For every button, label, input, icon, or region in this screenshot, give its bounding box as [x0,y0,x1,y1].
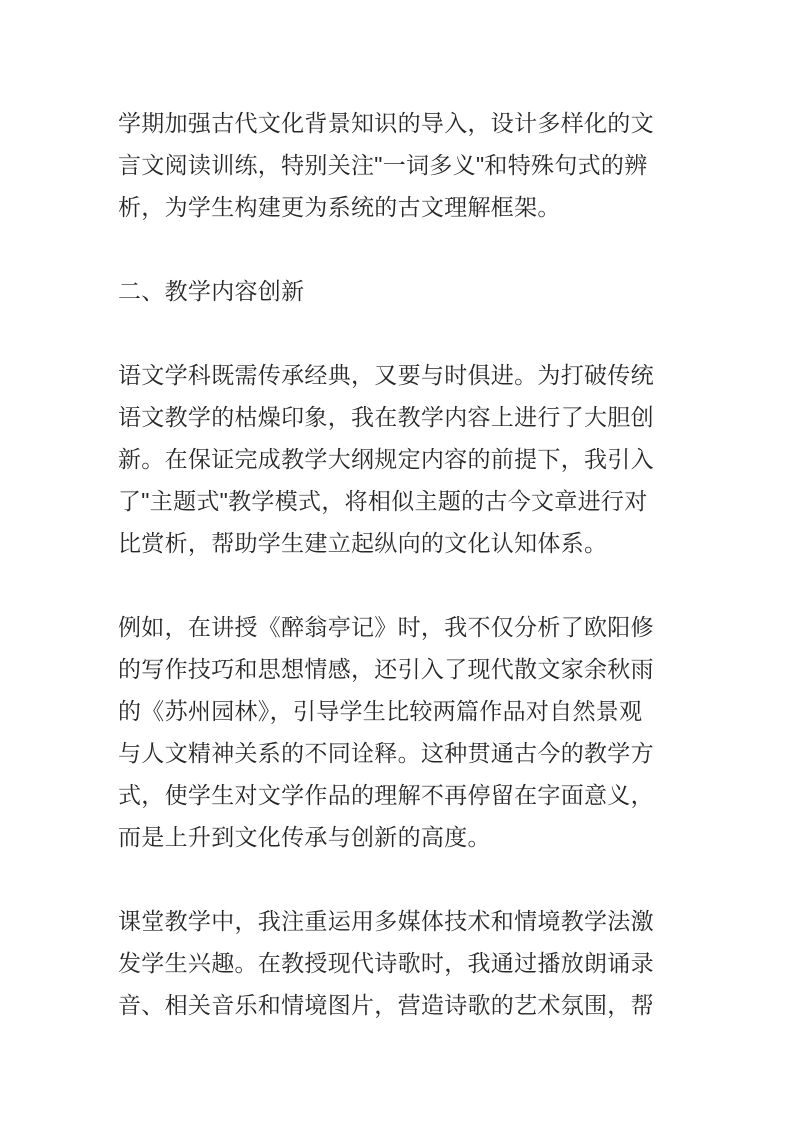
section-heading [118,270,683,312]
paragraph [118,606,683,858]
text-line: 学期加强古代文化背景知识的导入，设计多样化的文 [118,110,654,136]
text-line: 的写作技巧和思想情感，还引入了现代散文家余秋雨 [118,656,654,682]
paragraph [118,354,683,564]
text-line: 课堂教学中，我注重运用多媒体技术和情境教学法激 [118,908,654,934]
text-line: 与人文精神关系的不同诠释。这种贯通古今的教学方 [118,740,654,766]
text-line: 语文教学的枯燥印象，我在教学内容上进行了大胆创 [118,404,654,430]
text-line: 而是上升到文化传承与创新的高度。 [118,824,491,850]
text-line: 比赏析，帮助学生建立起纵向的文化认知体系。 [118,530,608,556]
text-line: 音、相关音乐和情境图片，营造诗歌的艺术氛围，帮 [118,992,654,1018]
text-line: 言文阅读训练，特别关注"一词多义"和特殊句式的辨 [118,152,648,178]
text-line: 式，使学生对文学作品的理解不再停留在字面意义， [118,782,654,808]
paragraph [118,900,683,1026]
text-line: 新。在保证完成教学大纲规定内容的前提下，我引入 [118,446,654,472]
text-line: 语文学科既需传承经典，又要与时俱进。为打破传统 [118,362,654,388]
text-line: 发学生兴趣。在教授现代诗歌时，我通过播放朗诵录 [118,950,654,976]
paragraph [118,102,683,228]
document-content [118,102,683,1068]
text-line: 的《苏州园林》，引导学生比较两篇作品对自然景观 [118,698,643,724]
text-line: 了"主题式"教学模式，将相似主题的古今文章进行对 [118,488,648,514]
text-line: 析，为学生构建更为系统的古文理解框架。 [118,194,561,220]
text-line: 例如，在讲授《醉翁亭记》时，我不仅分析了欧阳修 [118,614,654,640]
text-line: 二、教学内容创新 [118,278,305,304]
